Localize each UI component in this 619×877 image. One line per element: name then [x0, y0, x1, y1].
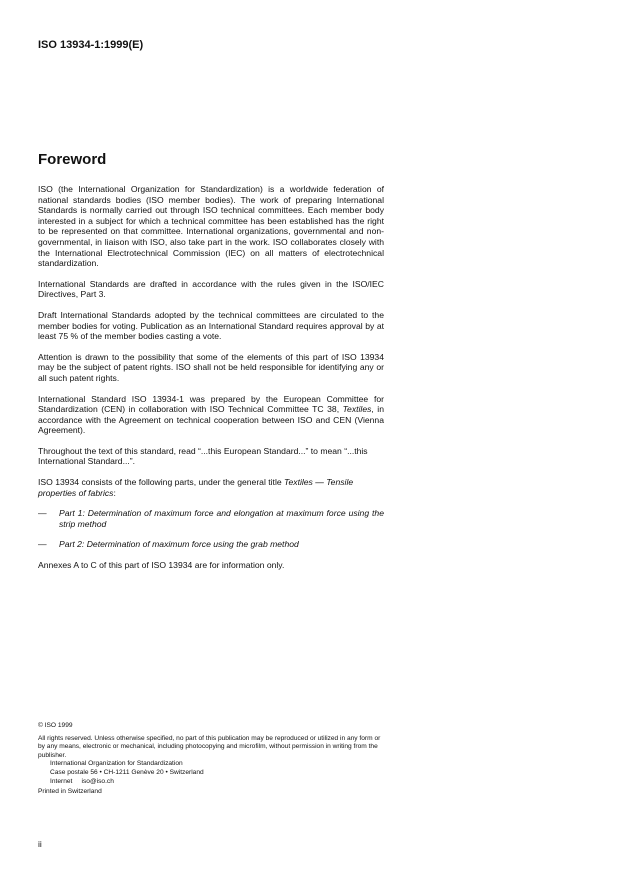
- paragraph-voting: Draft International Standards adopted by the technical committees are circulated to the member bodies for voting. Publication as an International Standard requires approval by at least 75 % of the member bodies casting a vote.: [38, 309, 384, 342]
- printed-in: Printed in Switzerland: [38, 788, 102, 796]
- list-item: [38, 508, 384, 529]
- publisher-name: International Organization for Standardization: [50, 760, 183, 768]
- paragraph-annexes: Annexes A to C of this part of ISO 13934 are for information only.: [38, 560, 285, 571]
- list-dash: —: [38, 539, 47, 550]
- foreword-body: [38, 184, 384, 581]
- list-dash: —: [38, 508, 47, 519]
- paragraph-iso-intro: ISO (the International Organization for Standardization) is a worldwide federation of national standards bodies (ISO member bodies). The work of preparing International Standards is normally carried out through ISO technical committees. Each member body interested in a subject for which a technical committee has been established has the right to be represented on that committee. International organizations, governmental and non-governmental, in liaison with ISO, also take part in the work. ISO collaborates closely with the International Electrotechnical Commission (IEC) on all matters of electrotechnical standardization.: [38, 184, 384, 269]
- parts-intro-colon: :: [113, 487, 116, 498]
- paragraph-directives: International Standards are drafted in accordance with the rules given in the ISO/IEC Directives, Part 3.: [38, 278, 384, 300]
- page-title: Foreword: [38, 151, 107, 168]
- preparation-text-start: International Standard ISO 13934-1 was prepared by the European Committee for Standardization (CEN) in collaboration with ISO Technical Committee TC 38,: [38, 393, 384, 415]
- document-header: ISO 13934-1:1999(E): [38, 39, 144, 51]
- part-1-title: Part 1: Determination of maximum force and elongation at maximum force using the strip method: [59, 508, 384, 529]
- paragraph-parts-intro: [38, 477, 384, 498]
- parts-intro-text: ISO 13934 consists of the following parts, under the general title: [38, 477, 285, 488]
- paragraph-patent: Attention is drawn to the possibility that some of the elements of this part of ISO 13934 may be the subject of patent rights. ISO shall not be held responsible for identifying any or all such patent rights.: [38, 351, 384, 383]
- copyright-block: [38, 722, 388, 797]
- paragraph-reading-note: Throughout the text of this standard, read “...this European Standard...” to mean “...this International Standard...”.: [38, 445, 368, 467]
- preparation-text-end: , in accordance with the Agreement on technical cooperation between ISO and CEN (Vienna Agreement).: [38, 404, 385, 436]
- rights-statement: All rights reserved. Unless otherwise specified, no part of this publication may be reproduced or utilized in any form or by any means, electronic or mechanical, including photocopying and microfilm, without permission in writing from the publisher.: [38, 734, 381, 759]
- copyright-line: © ISO 1999: [38, 722, 73, 729]
- publisher-internet: Internet iso@iso.ch: [50, 777, 114, 785]
- part-2-title: Part 2: Determination of maximum force using the grab method: [59, 539, 299, 550]
- paragraph-preparation: [38, 394, 384, 436]
- committee-name: Textiles: [342, 404, 372, 415]
- page-number: ii: [38, 839, 42, 849]
- general-title: Textiles — Tensile properties of fabrics: [38, 477, 354, 498]
- publisher-address: Case postale 56 • CH-1211 Genève 20 • Switzerland: [50, 768, 204, 776]
- list-item: [38, 539, 384, 550]
